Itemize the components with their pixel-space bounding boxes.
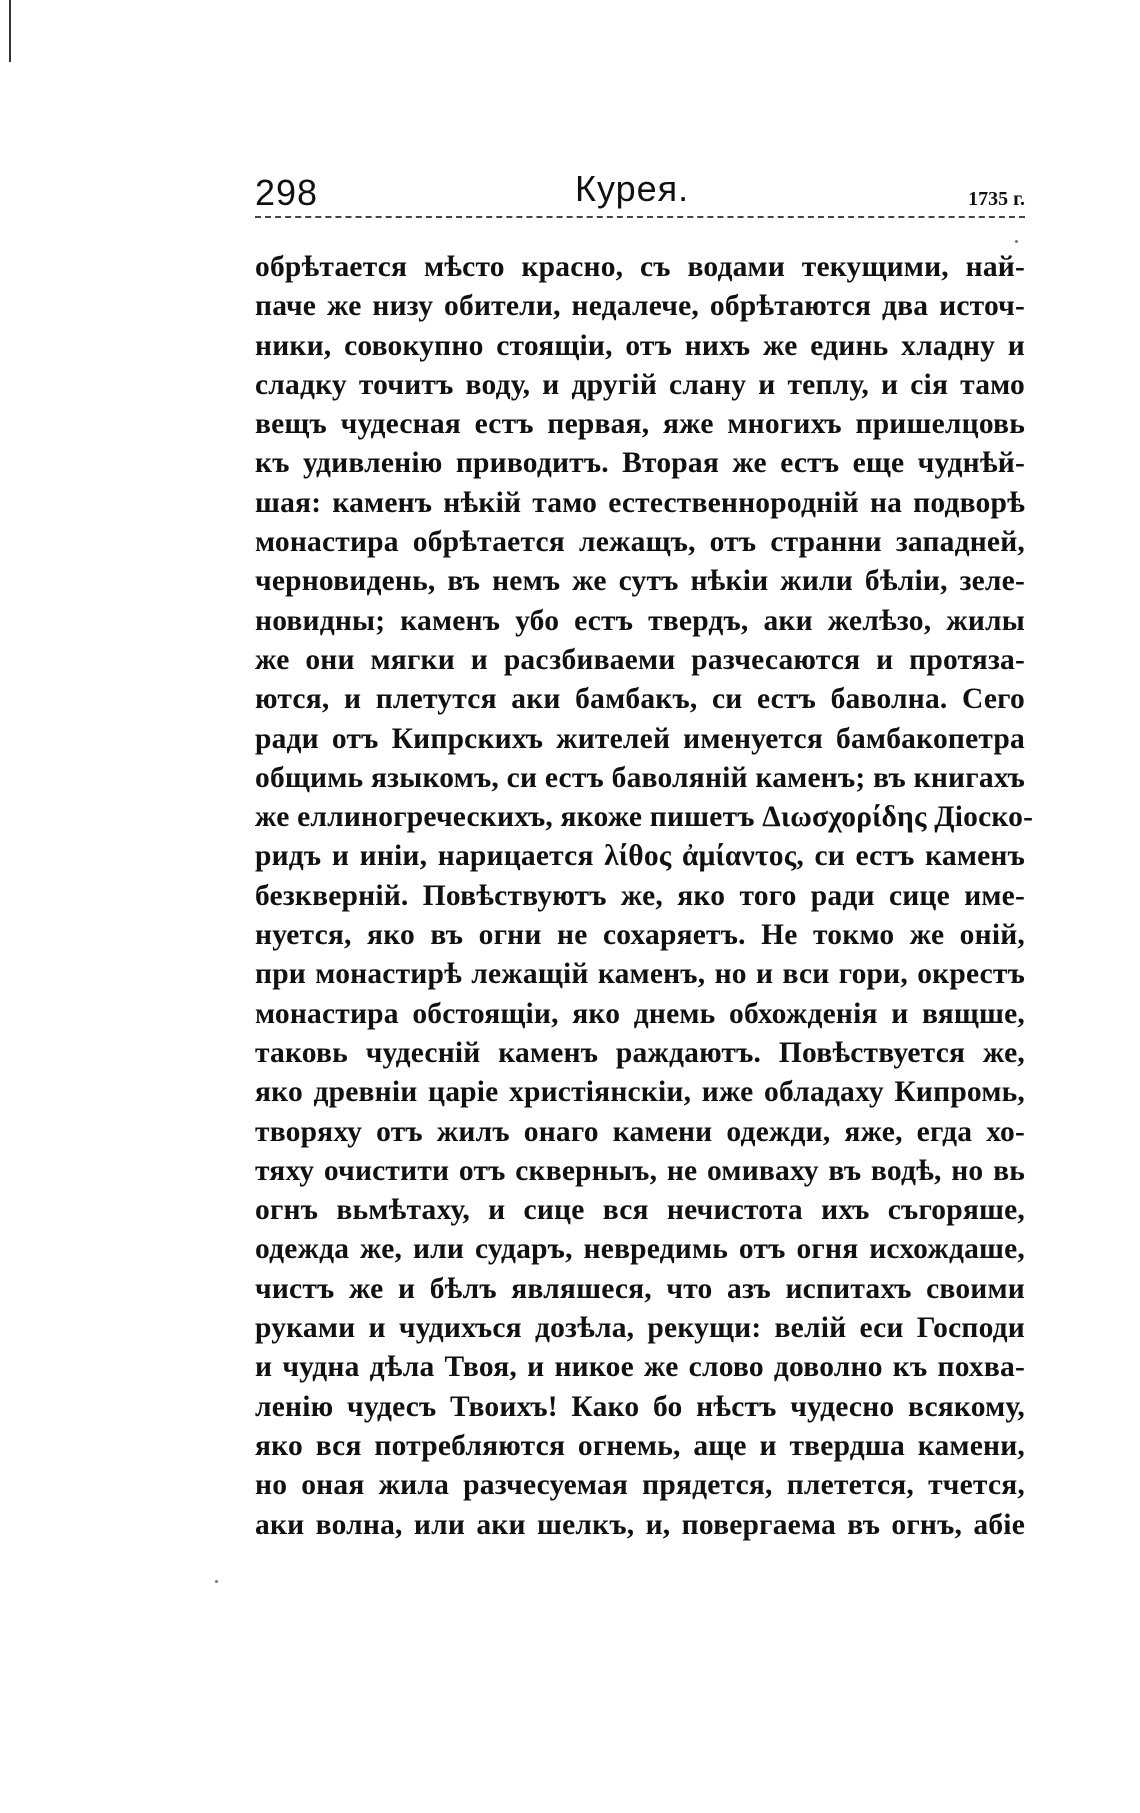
text-line: нуется, яко въ огни не сохаряетъ. Не токмо же оній, (255, 919, 1025, 952)
scan-speck (215, 1580, 218, 1583)
text-line: обрѣтается мѣсто красно, съ водами текущими, най- (255, 251, 1025, 283)
text-line: руками и чудихъся дозѣла, рекущи: велій еси Господи (255, 1312, 1025, 1345)
text-line: вещъ чудесная естъ первая, яже многихъ пришелцовь (255, 408, 1025, 441)
text-line: но оная жила разчесуемая прядется, плетется, тчется, (255, 1469, 1025, 1502)
text-line: творяху отъ жилъ онаго камени одежди, яже, егда хо- (255, 1115, 1025, 1148)
text-line: сладку точитъ воду, и другій слану и теплу, и сія тамо (255, 368, 1025, 401)
text-line: же они мягки и расзбиваеми разчесаются и протяза- (255, 643, 1025, 676)
text-line: черновидень, въ немъ же сутъ нѣкіи жили бѣліи, зеле- (255, 565, 1025, 598)
text-line: при монастирѣ лежащій каменъ, но и вси гори, окрестъ (255, 958, 1025, 991)
header-year: 1735 г. (968, 188, 1025, 210)
text-line: ради отъ Кипрскихъ жителей именуется бамбакопетра (255, 722, 1025, 755)
text-line: яко древніи царіе христіянскіи, иже обладаху Кипромь, (255, 1076, 1025, 1109)
text-line: безкверній. Повѣствуютъ же, яко того ради сице име- (255, 879, 1025, 912)
text-line: къ удивленію приводитъ. Вторая же естъ еще чуднѣй- (255, 447, 1025, 480)
text-line: ленію чудесъ Твоихъ! Како бо нѣстъ чудесно всякому, (255, 1390, 1025, 1423)
text-line: же еллиногреческихъ, якоже пишетъ Διωσχορίδης Діоско- (255, 801, 1034, 834)
text-line: тяху очистити отъ скверныъ, не омиваху въ водѣ, но вь (255, 1154, 1025, 1187)
running-title: Курея. (575, 168, 690, 209)
text-line: таковь чудесній каменъ раждаютъ. Повѣствуется же, (255, 1036, 1025, 1069)
text-line: ются, и плетутся аки бамбакъ, си естъ баволна. Сего (255, 683, 1025, 716)
text-line: аки волна, или аки шелкъ, и, повергаема въ огнъ, абіе (255, 1508, 1025, 1541)
text-line: огнъ вьмѣтаху, и сице вся нечистота ихъ съгоряше, (255, 1194, 1025, 1227)
scan-speck (1015, 240, 1018, 243)
body-text (255, 248, 1034, 1545)
scan-edge-line (9, 0, 11, 62)
page-header (255, 168, 1025, 216)
text-line: чистъ же и бѣлъ являшеся, что азъ испитахъ своими (255, 1272, 1025, 1305)
text-line: и чудна дѣла Твоя, и никое же слово доволно къ похва- (255, 1351, 1025, 1384)
text-line: монастира обрѣтается лежащъ, отъ странни западней, (255, 526, 1025, 559)
text-line: новидны; каменъ убо естъ твердъ, аки желѣзо, жилы (255, 604, 1025, 637)
text-line: паче же низу обители, недалече, обрѣтаются два источ- (255, 290, 1025, 323)
text-line: ридъ и иніи, нарицается λίθος ἀμίαντος, си естъ каменъ (255, 840, 1025, 873)
text-line: шая: каменъ нѣкій тамо естественнородній на подворѣ (255, 486, 1025, 519)
text-line: ники, совокупно стоящіи, отъ нихъ же единь хладну и (255, 329, 1025, 362)
text-line: одежда же, или сударъ, невредимь отъ огня исхождаше, (255, 1233, 1025, 1266)
page-number: 298 (255, 172, 319, 213)
header-rule (255, 216, 1025, 218)
text-line: яко вся потребляются огнемь, аще и твердша камени, (255, 1429, 1025, 1462)
text-line: монастира обстоящіи, яко днемь обхожденія и вящше, (255, 997, 1025, 1030)
text-line: общимь языкомъ, си естъ баволяній каменъ; въ книгахъ (255, 761, 1025, 794)
